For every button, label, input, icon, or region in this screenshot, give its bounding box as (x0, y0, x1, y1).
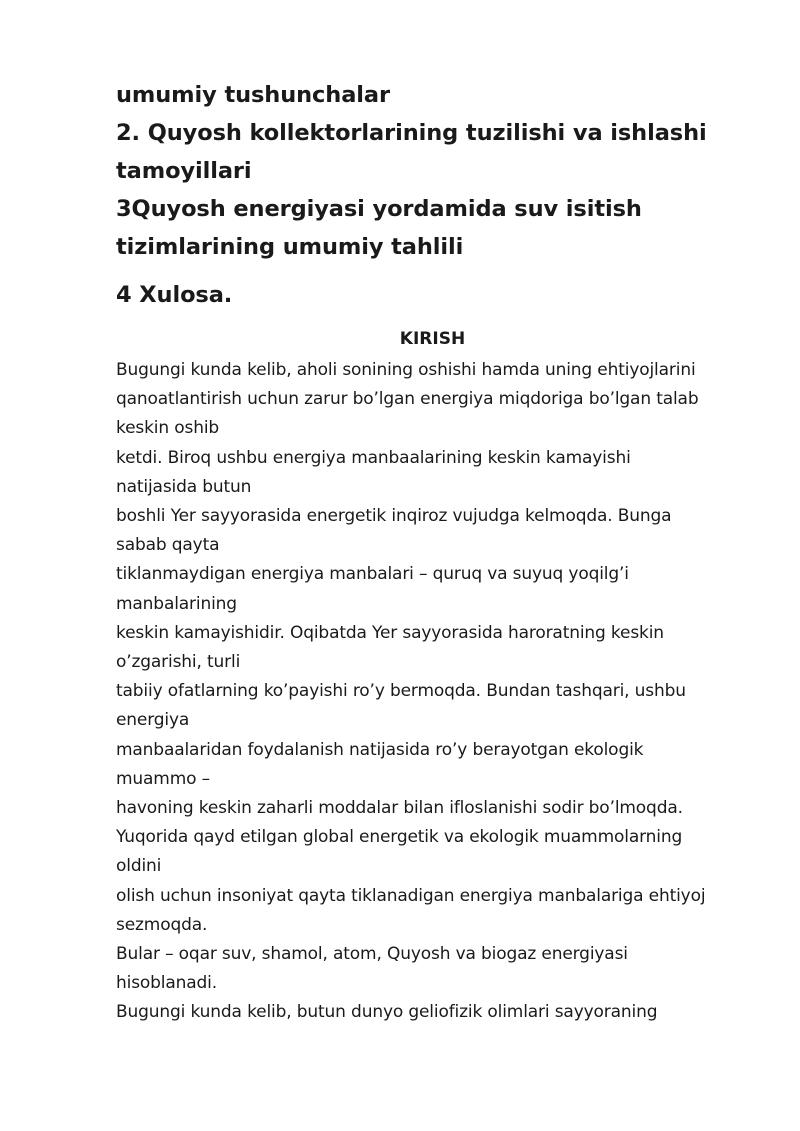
table-of-contents (116, 76, 741, 314)
body-text-line: sabab qayta (116, 535, 220, 556)
body-text-line: natijasida butun (116, 476, 252, 497)
toc-line: tizimlarining umumiy tahlili (116, 234, 464, 260)
body-text-line: Bular – oqar suv, shamol, atom, Quyosh va biogaz energiyasi (116, 944, 628, 965)
toc-line: umumiy tushunchalar (116, 82, 390, 108)
body-text-line: manbalarining (116, 593, 237, 614)
body-text-line: olish uchun insoniyat qayta tiklanadigan energiya manbalariga ehtiyoj (116, 885, 706, 906)
toc-spacer (116, 266, 741, 276)
body-text-line: muammo – (116, 768, 210, 789)
body-text-line: Bugungi kunda kelib, butun dunyo geliofizik olimlari sayyoraning (116, 1002, 658, 1023)
body-text-line: sezmoqda. (116, 914, 208, 935)
body-text-line: oldini (116, 856, 162, 877)
body-text-line: havoning keskin zaharli moddalar bilan ifloslanishi sodir bo’lmoqda. (116, 798, 683, 819)
toc-line: 3Quyosh energiyasi yordamida suv isitish (116, 196, 642, 222)
body-text-line: hisoblanadi. (116, 973, 217, 994)
body-text-line: o’zgarishi, turli (116, 652, 241, 673)
document-page (116, 76, 741, 1028)
body-text-line: manbaalaridan foydalanish natijasida ro’y berayotgan ekologik (116, 739, 644, 760)
body-text-line: tabiiy ofatlarning ko’payishi ro’y bermoqda. Bundan tashqari, ushbu (116, 681, 686, 702)
body-text-line: qanoatlantirish uchun zarur bo’lgan energiya miqdoriga bo’lgan talab (116, 389, 699, 410)
body-text-line: Yuqorida qayd etilgan global energetik va ekologik muammolarning (116, 827, 683, 848)
body-text-line: tiklanmaydigan energiya manbalari – quruq va suyuq yoqilg’i (116, 564, 629, 585)
body-text-line: Bugungi kunda kelib, aholi sonining oshishi hamda uning ehtiyojlarini (116, 360, 696, 380)
body-text-line: keskin oshib (116, 418, 220, 439)
toc-line: tamoyillari (116, 158, 252, 184)
toc-line: 2. Quyosh kollektorlarining tuzilishi va ishlashi (116, 120, 707, 146)
body-text-line: keskin kamayishidir. Oqibatda Yer sayyorasida haroratning keskin (116, 622, 664, 643)
body-text-line: boshli Yer sayyorasida energetik inqiroz vujudga kelmoqda. Bunga (116, 506, 672, 527)
intro-body (116, 356, 741, 1028)
body-text-line: ketdi. Biroq ushbu energiya manbaalarining keskin kamayishi (116, 447, 631, 468)
toc-line: 4 Xulosa. (116, 282, 233, 308)
body-text-line: energiya (116, 710, 190, 731)
section-title: KIRISH (399, 329, 466, 349)
